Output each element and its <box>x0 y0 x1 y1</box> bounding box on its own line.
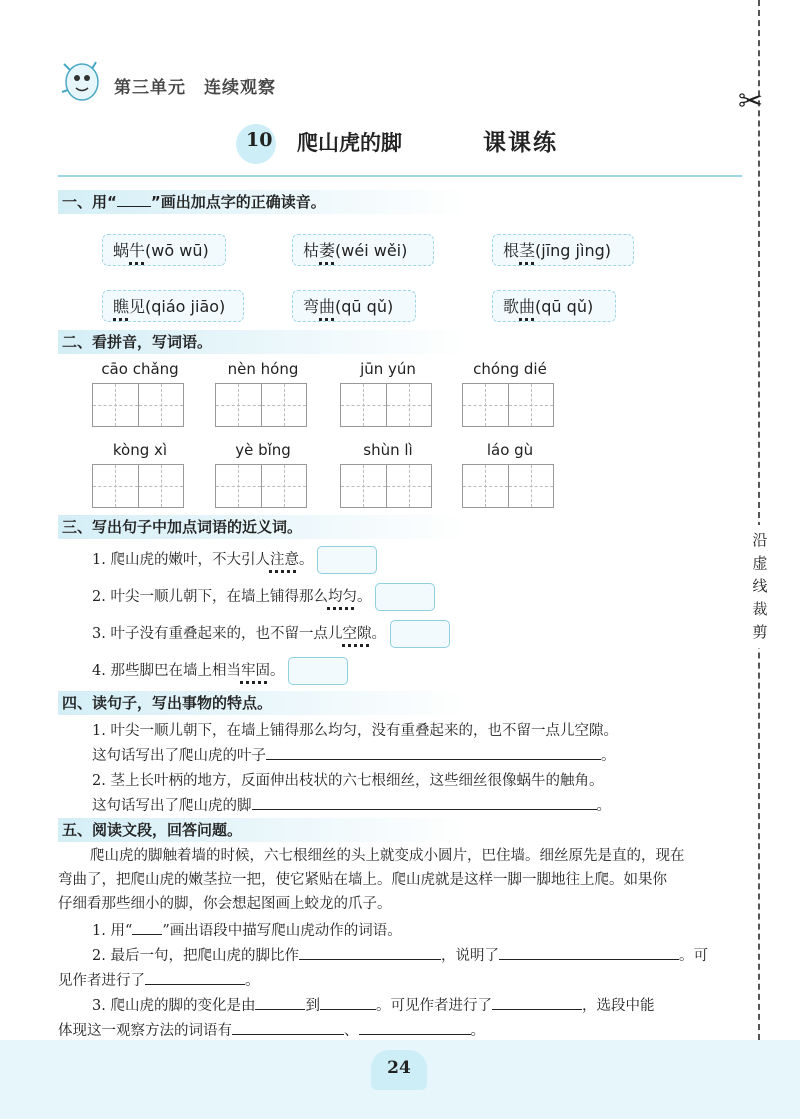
section-4-title: 四、读句子，写出事物的特点。 <box>58 691 742 715</box>
answer-blank[interactable] <box>320 1009 376 1010</box>
writing-grid[interactable] <box>340 464 432 508</box>
mascot-illustration <box>56 52 104 108</box>
unit-topic: 连续观察 <box>204 78 276 98</box>
section-2-title: 二、看拼音，写词语。 <box>58 330 742 354</box>
answer-blank[interactable] <box>359 1034 471 1035</box>
pinyin-label: cāo chǎng <box>101 360 179 378</box>
answer-box[interactable] <box>375 583 435 611</box>
pinyin-choice[interactable]: 弯曲(qū qǔ) <box>292 290 416 322</box>
pinyin-choice[interactable]: 瞧见(qiáo jiāo) <box>102 290 244 322</box>
answer-line: 这句话写出了爬山虎的脚 。 <box>92 798 611 814</box>
pinyin-label: láo gù <box>486 441 534 459</box>
section-1-title: 一、用“ ”画出加点字的正确读音。 <box>58 190 742 214</box>
section-5-title: 五、阅读文段，回答问题。 <box>58 818 742 842</box>
writing-grid[interactable] <box>462 464 554 508</box>
answer-box[interactable] <box>288 657 348 685</box>
answer-box[interactable] <box>390 620 450 648</box>
pinyin-label: shùn lì <box>363 441 413 459</box>
question-3-cont: 体现这一观察方法的词语有 、 。 <box>58 1023 485 1039</box>
lesson-title: 爬山虎的脚 <box>297 131 402 155</box>
lesson-number: 10 <box>246 129 273 151</box>
unit-name: 第三单元 <box>114 78 186 98</box>
reading-passage: 爬山虎的脚触着墙的时候，六七根细丝的头上就变成小圆片，巴住墙。细丝原先是直的，现在 弯曲了，把爬山虎的嫩茎拉一把，使它紧贴在墙上。爬山虎就是这样一脚一脚地往上爬。如果你 仔细看那些细小的脚，你会想起图画上蛟龙的爪子。 <box>58 848 685 912</box>
cut-label <box>749 525 771 648</box>
question-2: 2. 最后一句，把爬山虎的脚比作 ，说明了 。可 <box>92 948 708 964</box>
question-text: 1. 叶尖一顺儿朝下，在墙上铺得那么均匀，没有重叠起来的，也不留一点儿空隙。 <box>92 723 618 739</box>
answer-blank[interactable] <box>255 1009 305 1010</box>
unit-header <box>114 73 294 98</box>
scissors-icon: ✂ <box>738 84 764 119</box>
question-text: 2. 茎上长叶柄的地方，反面伸出枝状的六七根细丝，这些细丝很像蜗牛的触角。 <box>92 773 604 789</box>
section-3-title: 三、写出句子中加点词语的近义词。 <box>58 515 742 539</box>
cut-char: 沿 <box>752 531 768 549</box>
answer-blank[interactable] <box>145 984 245 985</box>
cut-char: 线 <box>752 577 768 595</box>
synonym-item: 4. 那些脚巴在墙上相当牢固。 <box>92 657 348 685</box>
writing-grid[interactable] <box>92 464 184 508</box>
answer-blank[interactable] <box>299 959 441 960</box>
lesson-tag: 课课练 <box>483 130 558 156</box>
answer-box[interactable] <box>317 546 377 574</box>
question-3: 3. 爬山虎的脚的变化是由 到 。可见作者进行了 ，选段中能 <box>92 998 655 1014</box>
writing-grid[interactable] <box>340 383 432 427</box>
answer-blank[interactable] <box>266 759 601 760</box>
writing-grid[interactable] <box>92 383 184 427</box>
writing-grid[interactable] <box>462 383 554 427</box>
synonym-item: 2. 叶尖一顺儿朝下，在墙上铺得那么均匀。 <box>92 583 435 611</box>
writing-grid[interactable] <box>215 383 307 427</box>
writing-grid[interactable] <box>215 464 307 508</box>
synonym-item: 3. 叶子没有重叠起来的，也不留一点儿空隙。 <box>92 620 450 648</box>
cut-line <box>758 0 760 1040</box>
title-divider <box>58 175 742 177</box>
pinyin-label: nèn hóng <box>227 360 299 378</box>
pinyin-choice[interactable]: 根茎(jīng jìng) <box>492 234 634 266</box>
pinyin-label: kòng xì <box>112 441 168 459</box>
page-number: 24 <box>387 1058 411 1078</box>
answer-line: 这句话写出了爬山虎的叶子 。 <box>92 748 616 764</box>
answer-blank[interactable] <box>232 1034 344 1035</box>
cut-char: 裁 <box>752 600 768 618</box>
question-1: 1. 用“ ”画出语段中描写爬山虎动作的词语。 <box>92 923 402 939</box>
pinyin-choice[interactable]: 歌曲(qū qǔ) <box>492 290 616 322</box>
cut-char: 剪 <box>752 623 768 641</box>
answer-blank[interactable] <box>492 1009 582 1010</box>
answer-blank[interactable] <box>499 959 679 960</box>
cut-char: 虚 <box>752 554 768 572</box>
synonym-item: 1. 爬山虎的嫩叶，不大引人注意。 <box>92 546 377 574</box>
pinyin-choice[interactable]: 蜗牛(wō wū) <box>102 234 226 266</box>
answer-blank[interactable] <box>252 809 597 810</box>
pinyin-label: jūn yún <box>360 360 416 378</box>
question-2-cont: 见作者进行了 。 <box>58 973 260 989</box>
pinyin-choice[interactable]: 枯萎(wéi wěi) <box>292 234 434 266</box>
pinyin-label: yè bǐng <box>235 441 291 459</box>
pinyin-label: chóng dié <box>473 360 547 378</box>
